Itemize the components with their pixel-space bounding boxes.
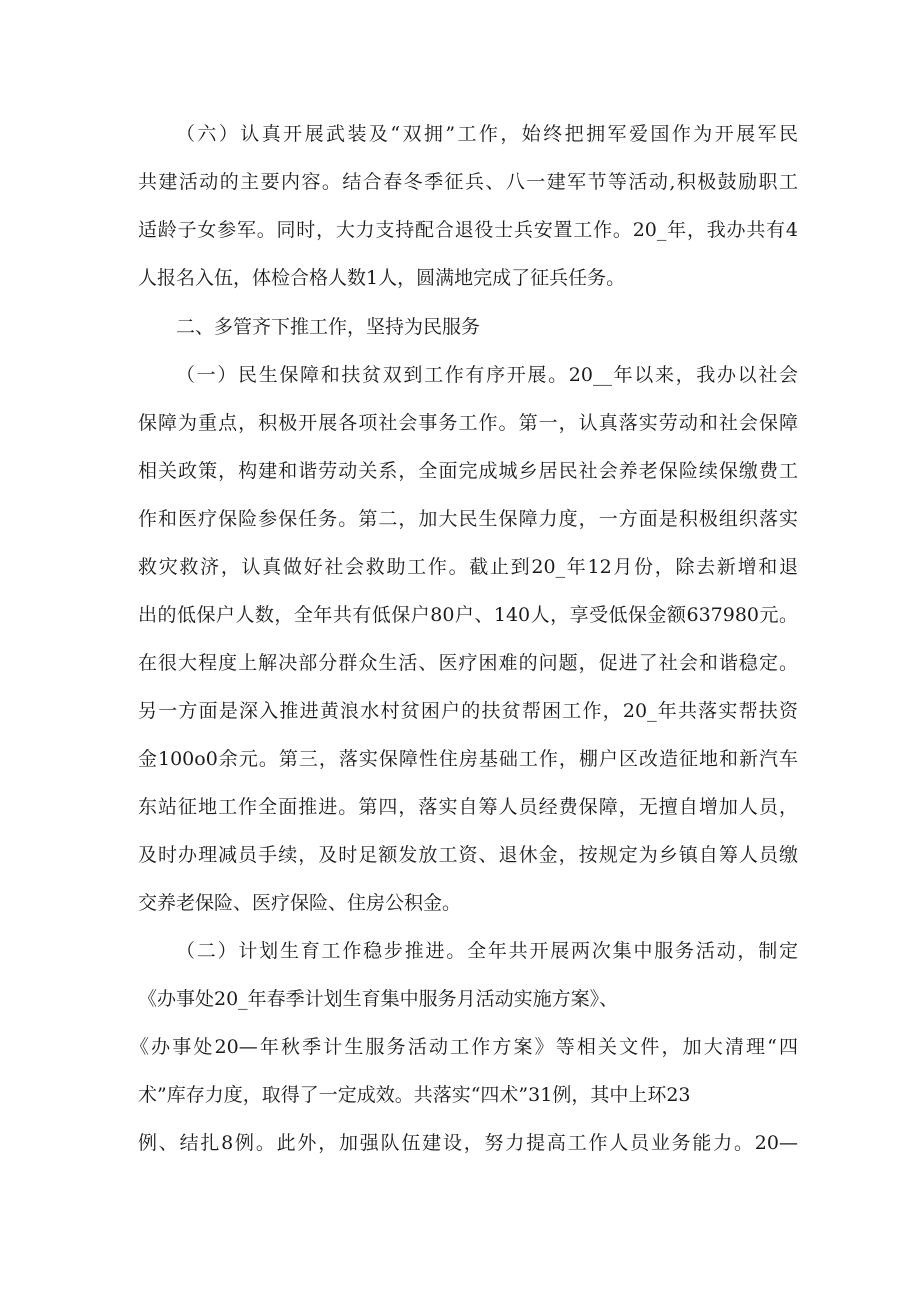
- paragraph-line: 例、结扎8例。此外，加强队伍建设，努力提高工作人员业务能力。20—: [138, 1132, 798, 1154]
- paragraph-line: 术”库存力度，取得了一定成效。共落实“四术”31例，其中上环23: [138, 1084, 691, 1106]
- paragraph-line: 人报名入伍，体检合格人数1人，圆满地完成了征兵任务。: [138, 267, 626, 289]
- paragraph-line: 金100o0余元。第三，落实保障性住房基础工作，棚户区改造征地和新汽车: [138, 748, 798, 770]
- paragraph-line: （一）民生保障和扶贫双到工作有序开展。20__年以来，我办以社会: [176, 364, 798, 386]
- paragraph-line: 作和医疗保险参保任务。第二，加大民生保障力度，一方面是积极组织落实: [138, 508, 798, 530]
- paragraph-line: 《办事处20—年秋季计生服务活动工作方案》等相关文件，加大清理“四: [130, 1036, 798, 1058]
- paragraph-line: 出的低保户人数，全年共有低保户80户、140人，享受低保金额637980元。: [138, 604, 798, 626]
- paragraph-line: 救灾救济，认真做好社会救助工作。截止到20_年12月份，除去新增和退: [138, 556, 798, 578]
- paragraph-line: 交养老保险、医疗保险、住房公积金。: [138, 892, 462, 914]
- paragraph-line: 在很大程度上解决部分群众生活、医疗困难的问题，促进了社会和谐稳定。: [138, 652, 798, 674]
- paragraph-line: 《办事处20_年春季计划生育集中服务月活动实施方案》、: [138, 988, 619, 1010]
- paragraph-line: （二）计划生育工作稳步推进。全年共开展两次集中服务活动，制定: [176, 940, 798, 962]
- paragraph-line: 及时办理减员手续，及时足额发放工资、退休金，按规定为乡镇自筹人员缴: [138, 844, 798, 866]
- paragraph-line: 保障为重点，积极开展各项社会事务工作。第一，认真落实劳动和社会保障: [138, 412, 798, 434]
- section-heading: 二、多管齐下推工作，坚持为民服务: [176, 316, 481, 338]
- paragraph-line: 相关政策，构建和谐劳动关系，全面完成城乡居民社会养老保险续保缴费工: [138, 460, 798, 482]
- paragraph-line: （六）认真开展武装及“双拥”工作，始终把拥军爱国作为开展军民: [176, 123, 798, 145]
- paragraph-line: 东站征地工作全面推进。第四，落实自筹人员经费保障，无擅自增加人员，: [138, 796, 798, 818]
- paragraph-line: 另一方面是深入推进黄浪水村贫困户的扶贫帮困工作，20_年共落实帮扶资: [138, 700, 798, 722]
- paragraph-line: 适龄子女参军。同时，大力支持配合退役士兵安置工作。20_年，我办共有4: [138, 219, 798, 241]
- paragraph-line: 共建活动的主要内容。结合春冬季征兵、八一建军节等活动,积极鼓励职工: [138, 171, 798, 193]
